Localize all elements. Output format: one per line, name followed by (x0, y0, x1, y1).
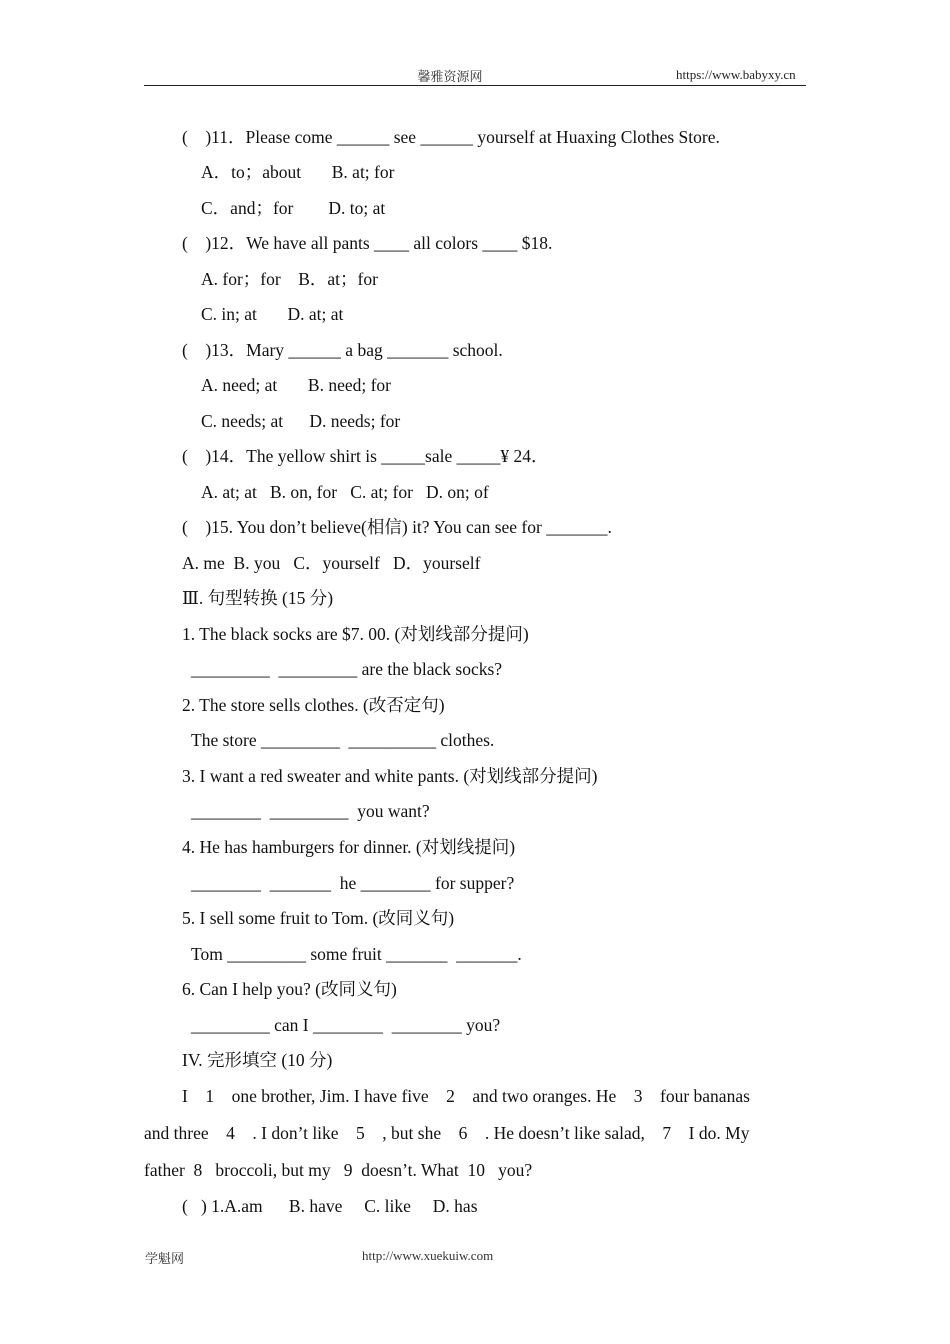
transform-2: 2. The store sells clothes. (改否定句) (182, 695, 445, 715)
question-13: ( )13．Mary ______ a bag _______ school. (182, 340, 503, 360)
footer-site-name: 学魁网 (145, 1251, 185, 1266)
transform-6-answer: _________ can I ________ ________ you? (191, 1015, 501, 1035)
cloze-question-1: ( ) 1.A.am B. have C. like D. has (182, 1196, 478, 1216)
question-12-options-ab: A. for；for B．at；for (201, 269, 378, 289)
transform-5-answer: Tom _________ some fruit _______ _______. (191, 944, 522, 964)
question-14: ( )14．The yellow shirt is _____sale _____¥ 24． (182, 446, 549, 466)
transform-1: 1. The black socks are $7. 00. (对划线部分提问) (182, 624, 529, 644)
section-3-heading: Ⅲ. 句型转换 (15 分) (182, 588, 334, 608)
transform-4-answer: ________ _______ he ________ for supper? (191, 873, 515, 893)
header-url[interactable]: https://www.babyxy.cn (676, 67, 796, 82)
footer-url[interactable]: http://www.xuekuiw.com (362, 1248, 494, 1263)
cloze-passage-line-3: father 8 broccoli, but my 9 doesn’t. What 10 you? (144, 1160, 533, 1180)
question-13-options-ab: A. need; at B. need; for (201, 375, 392, 395)
question-12-options-cd: C. in; at D. at; at (201, 304, 344, 324)
question-11-options-ab: A．to；about B. at; for (201, 162, 395, 182)
cloze-passage-line-1: I 1 one brother, Jim. I have five 2 and two oranges. He 3 four bananas (182, 1086, 750, 1106)
transform-4: 4. He has hamburgers for dinner. (对划线提问) (182, 837, 516, 857)
cloze-passage-line-2: and three 4 . I don’t like 5 , but she 6 . He doesn’t like salad, 7 I do. My (144, 1123, 750, 1143)
section-4-heading: IV. 完形填空 (10 分) (182, 1050, 333, 1070)
question-14-options: A. at; at B. on, for C. at; for D. on; of (201, 482, 489, 502)
question-11-options-cd: C．and；for D. to; at (201, 198, 386, 218)
transform-6: 6. Can I help you? (改同义句) (182, 979, 397, 999)
transform-5: 5. I sell some fruit to Tom. (改同义句) (182, 908, 455, 928)
question-15: ( )15. You don’t believe(相信) it? You can see for _______. (182, 517, 612, 537)
question-15-options: A. me B. you C．yourself D．yourself (182, 553, 481, 573)
transform-3: 3. I want a red sweater and white pants. (对划线部分提问) (182, 766, 598, 786)
header-rule (144, 85, 806, 86)
question-13-options-cd: C. needs; at D. needs; for (201, 411, 401, 431)
transform-2-answer: The store _________ __________ clothes. (191, 730, 495, 750)
transform-1-answer: _________ _________ are the black socks? (191, 659, 503, 679)
transform-3-answer: ________ _________ you want? (191, 801, 430, 821)
header-site-name: 馨雅资源网 (417, 69, 483, 84)
question-12: ( )12．We have all pants ____ all colors ____ $18. (182, 233, 553, 253)
question-11: ( )11．Please come ______ see ______ yourself at Huaxing Clothes Store. (182, 127, 720, 147)
